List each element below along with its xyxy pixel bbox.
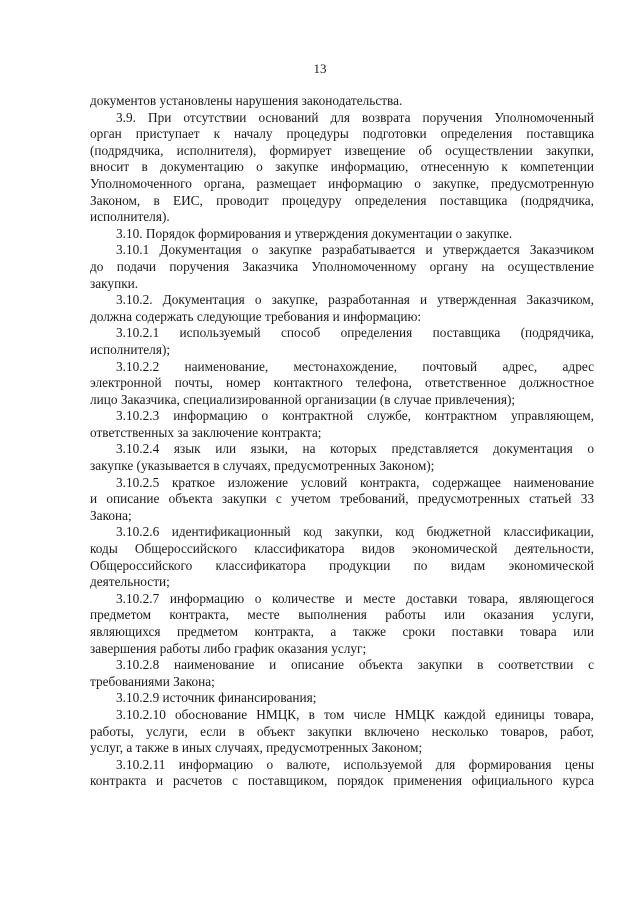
text-line: 3.10.2.11 информацию о валюте, используемой для формирования цены — [116, 756, 594, 772]
text-line: (подрядчика, исполнителя), формирует извещение об осуществлении закупки, — [90, 142, 594, 158]
text-line: 3.10.2.7 информацию о количестве и месте доставки товара, являющегося — [116, 590, 594, 606]
text-line: 3.10.2.6 идентификационный код закупки, код бюджетной классификации, — [116, 524, 594, 540]
text-line: коды Общероссийского классификатора видов экономической деятельности, — [90, 541, 594, 557]
text-line: контракта и расчетов с поставщиком, порядок применения официального курса — [90, 773, 594, 789]
text-line: ответственных за заключение контракта; — [90, 424, 322, 440]
text-line: исполнителя); — [90, 341, 171, 357]
text-line: 3.10.2.2 наименование, местонахождение, почтовый адрес, адрес — [116, 358, 594, 374]
text-line: орган приступает к началу процедуры подготовки определения поставщика — [90, 126, 594, 142]
text-line: документов установлены нарушения законодательства. — [90, 93, 403, 108]
text-line: закупке (указывается в случаях, предусмотренных Законом); — [90, 458, 435, 474]
text-line: 3.10.2.10 обоснование НМЦК, в том числе НМЦК каждой единицы товара, — [116, 706, 594, 722]
text-line: и описание объекта закупки с учетом требований, предусмотренных статьей 33 — [90, 491, 594, 507]
text-line: 3.10.1 Документация о закупке разрабатывается и утверждается Заказчиком — [116, 242, 594, 258]
text-line: 3.10.2.4 язык или языки, на которых представляется документация о — [116, 441, 594, 457]
text-line: закупки. — [90, 275, 139, 291]
text-line: 3.10.2.5 краткое изложение условий контракта, содержащее наименование — [116, 474, 594, 490]
text-line: электронной почты, номер контактного телефона, ответственное должностное — [90, 375, 594, 391]
text-line: должна содержать следующие требования и информацию: — [90, 308, 422, 324]
text-line: являющихся предметом контракта, а также сроки поставки товара или — [90, 624, 594, 639]
text-line: работы, услуги, если в объект закупки включено несколько товаров, работ, — [90, 723, 594, 739]
text-line: 3.10.2. Документация о закупке, разработанная и утвержденная Заказчиком, — [116, 292, 594, 308]
text-line: 3.10.2.8 наименование и описание объекта закупки в соответствии с — [116, 657, 594, 673]
page-number: 13 — [313, 61, 327, 76]
text-line: исполнителя). — [90, 209, 170, 225]
text-line: Закона; — [90, 507, 132, 523]
text-line: лицо Заказчика, специализированной организации (в случае привлечения); — [90, 391, 516, 407]
text-line: 3.9. При отсутствии оснований для возврата поручения Уполномоченный — [116, 109, 594, 125]
text-line: деятельности; — [90, 574, 170, 590]
text-line: услуг, а также в иных случаях, предусмотренных Законом; — [90, 740, 423, 756]
text-line: вносит в документацию о закупке информацию, отнесенную к компетенции — [90, 159, 594, 175]
text-line: предметом контракта, месте выполнения работы или оказания услуги, — [90, 607, 594, 623]
text-line: Законом, в ЕИС, проводит процедуру определения поставщика (подрядчика, — [90, 192, 594, 208]
text-line: до подачи поручения Заказчика Уполномоченному органу на осуществление — [90, 258, 594, 274]
text-line: требованиями Закона; — [90, 673, 215, 689]
text-line: завершения работы либо график оказания услуг; — [90, 640, 367, 656]
text-line: 3.10.2.3 информацию о контрактной службе, контрактном управляющем, — [116, 408, 594, 424]
document-body — [90, 93, 594, 790]
text-line: 3.10. Порядок формирования и утверждения документации о закупке. — [116, 225, 513, 241]
text-line: Общероссийского классификатора продукции по видам экономической — [90, 557, 594, 573]
text-line: 3.10.2.1 используемый способ определения поставщика (подрядчика, — [116, 325, 594, 341]
text-line: Уполномоченного органа, размещает информацию о закупке, предусмотренную — [90, 175, 594, 191]
text-line: 3.10.2.9 источник финансирования; — [116, 690, 317, 706]
